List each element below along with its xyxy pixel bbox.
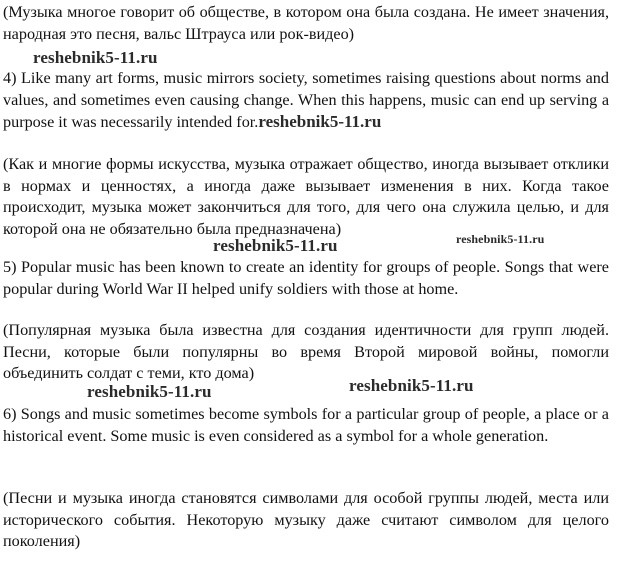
paragraph-ru-6: (Песни и музыка иногда становятся символами для особой группы людей, места или исторического события. Некоторую музыку даже считают символом для целого поколения) bbox=[3, 489, 609, 550]
paragraph-en-4-text: 4) Like many art forms, music mirrors society, sometimes raising questions about norms and values, and sometimes even causing change. When this happens, music can end up serving a purpose it was necessarily intended for. bbox=[3, 69, 609, 131]
watermark-5: reshebnik5-11.ru bbox=[349, 376, 474, 395]
watermark-4: reshebnik5-11.ru bbox=[87, 382, 212, 401]
watermark-1: reshebnik5-11.ru bbox=[33, 48, 158, 67]
watermark-inline: reshebnik5-11.ru bbox=[258, 112, 382, 131]
watermark-2: reshebnik5-11.ru bbox=[213, 236, 338, 255]
paragraph-ru-4: (Как и многие формы искусства, музыка отражает общество, иногда вызывает отклики в нормах и ценностях, а иногда даже вызывает изменения в них. Когда такое происходит, музыка может закончиться для того, для чего она служила целью, и для которой она не обязательно была предназначена) bbox=[3, 155, 609, 238]
paragraph-en-5: 5) Popular music has been known to create an identity for groups of people. Songs that were popular during World War II helped unify soldiers with those at home. bbox=[3, 258, 609, 298]
paragraph-ru-5: (Популярная музыка была известна для создания идентичности для групп людей. Песни, которые были популярны во время Второй мировой войны, помогли объединить солдат с теми, кто дома) bbox=[3, 321, 609, 382]
watermark-3-small: reshebnik5-11.ru bbox=[456, 232, 545, 246]
paragraph-en-4 bbox=[3, 68, 609, 134]
paragraph-en-6: 6) Songs and music sometimes become symbols for a particular group of people, a place or a historical event. Some music is even considered as a symbol for a whole generation. bbox=[3, 405, 609, 445]
paragraph-ru-3: (Музыка многое говорит об обществе, в котором она была создана. Не имеет значения, народная это песня, вальс Штрауса или рок-видео) bbox=[3, 3, 609, 43]
